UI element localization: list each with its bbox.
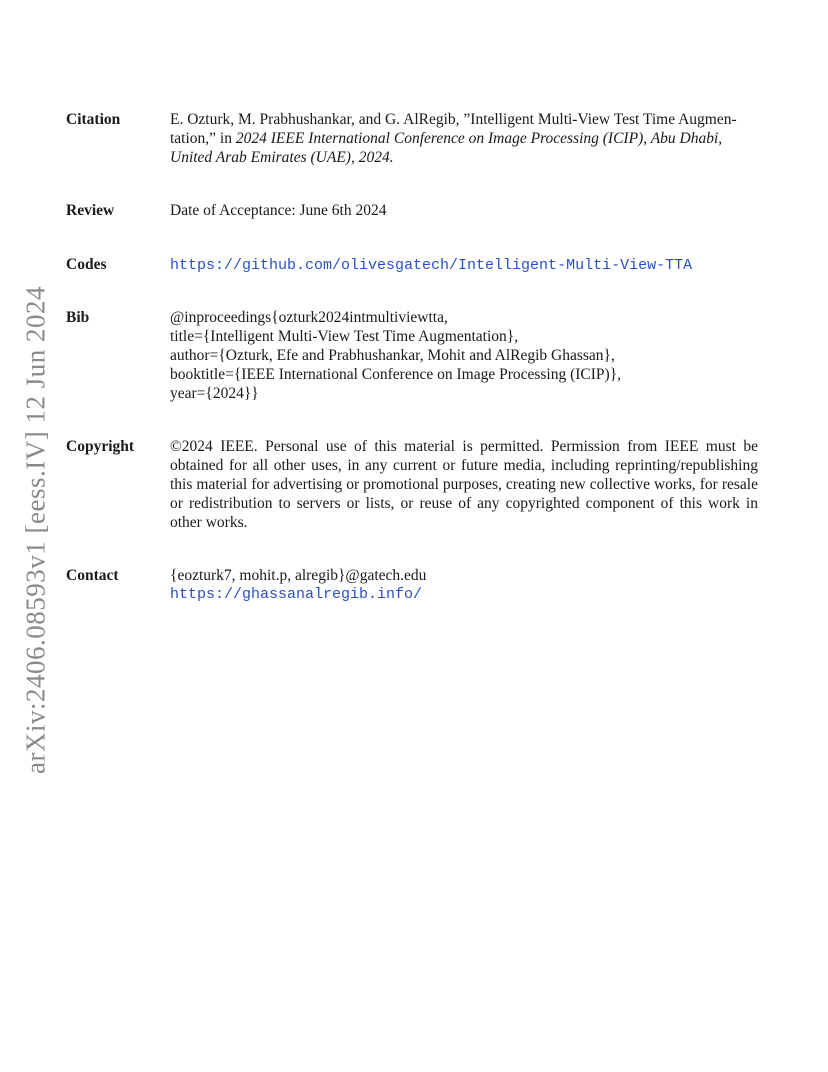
citation-authors: E. Ozturk, M. Prabhushankar, and G. AlRegib, ”Intelligent Multi-View Test Time Augmen- — [170, 111, 737, 128]
contact-email: {eozturk7, mohit.p, alregib}@gatech.edu — [170, 567, 427, 584]
citation-label: Citation — [66, 111, 121, 128]
citation-line-2 — [170, 129, 758, 148]
bib-line: booktitle={IEEE International Conference on Image Processing (ICIP)}, — [170, 366, 622, 383]
bib-label: Bib — [66, 309, 90, 326]
citation-row — [66, 110, 758, 167]
bib-line: year={2024}} — [170, 385, 259, 402]
bib-line: title={Intelligent Multi-View Test Time Augmentation}, — [170, 328, 519, 345]
review-label: Review — [66, 202, 115, 219]
copyright-label: Copyright — [66, 438, 135, 455]
bib-line: @inproceedings{ozturk2024intmultiviewtta, — [170, 309, 448, 326]
copyright-text: ©2024 IEEE. Personal use of this material is permitted. Permission from IEEE must be obtained for all other uses, in any current or future media, including reprinting/republishing this material for advertising or promotional purposes, creating new collective works, for resale or redistribution to servers or lists, or reuse of any copyrighted component of this work in other works. — [170, 438, 758, 531]
bib-line: author={Ozturk, Efe and Prabhushankar, Mohit and AlRegib Ghassan}, — [170, 347, 615, 364]
citation-text — [170, 110, 758, 167]
bib-entry — [170, 308, 758, 403]
codes-label: Codes — [66, 256, 107, 273]
contact-label: Contact — [66, 567, 119, 584]
contact-details — [170, 566, 758, 604]
contact-link[interactable]: https://ghassanalregib.info/ — [170, 586, 423, 603]
codes-link[interactable]: https://github.com/olivesgatech/Intelligent-Multi-View-TTA — [170, 257, 693, 274]
citation-venue: 2024 IEEE International Conference on Image Processing (ICIP), Abu Dhabi, — [235, 130, 723, 147]
contact-row — [66, 566, 758, 604]
citation-line-2-pre: tation,” in — [170, 130, 236, 147]
arxiv-watermark: arXiv:2406.08593v1 [eess.IV] 12 Jun 2024 — [20, 286, 51, 774]
copyright-row — [66, 437, 758, 532]
review-text: Date of Acceptance: June 6th 2024 — [170, 202, 387, 219]
review-row — [66, 201, 758, 220]
codes-row — [66, 255, 758, 275]
citation-location: United Arab Emirates (UAE), 2024. — [170, 149, 394, 166]
bib-row — [66, 308, 758, 403]
